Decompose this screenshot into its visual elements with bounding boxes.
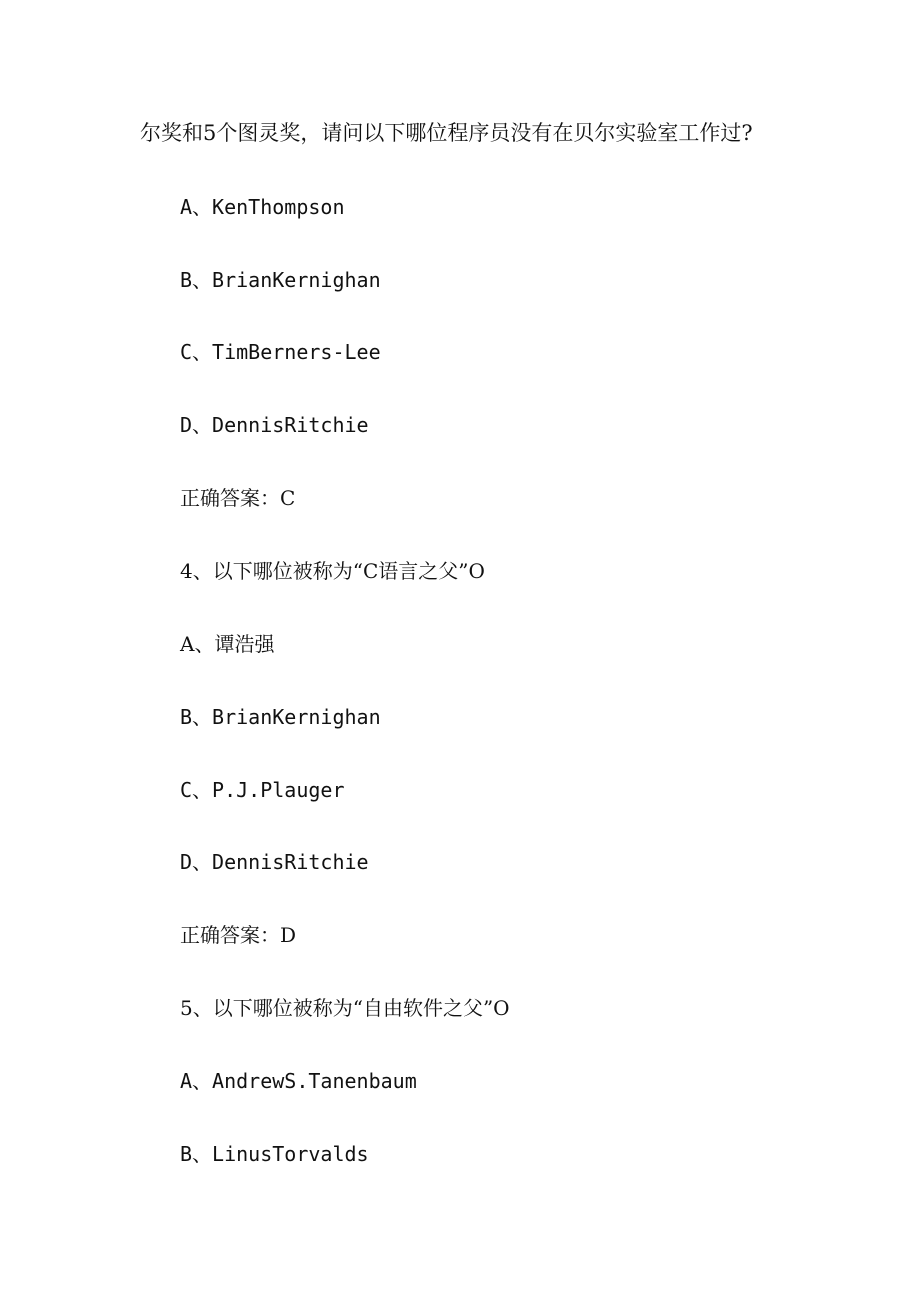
q4-option-b: B、BrianKernighan: [180, 705, 381, 729]
q3-option-a: A、KenThompson: [180, 195, 345, 219]
q4-option-d: D、DennisRitchie: [180, 850, 369, 874]
question-4: 4、以下哪位被称为“C语言之父”O: [180, 559, 485, 583]
q4-option-c: C、P.J.Plauger: [180, 778, 345, 802]
q4-answer: 正确答案：D: [180, 923, 297, 947]
question-3-continuation: 尔奖和5个图灵奖，请问以下哪位程序员没有在贝尔实验室工作过?: [140, 121, 753, 145]
q3-option-b: B、BrianKernighan: [180, 268, 381, 292]
question-5: 5、以下哪位被称为“自由软件之父”O: [180, 996, 510, 1020]
q5-option-b: B、LinusTorvalds: [180, 1142, 369, 1166]
q3-answer: 正确答案：C: [180, 486, 296, 510]
q5-option-a: A、AndrewS.Tanenbaum: [180, 1069, 417, 1093]
q3-option-c: C、TimBerners-Lee: [180, 340, 381, 364]
q4-option-a: A、谭浩强: [180, 632, 275, 656]
q3-option-d: D、DennisRitchie: [180, 413, 369, 437]
